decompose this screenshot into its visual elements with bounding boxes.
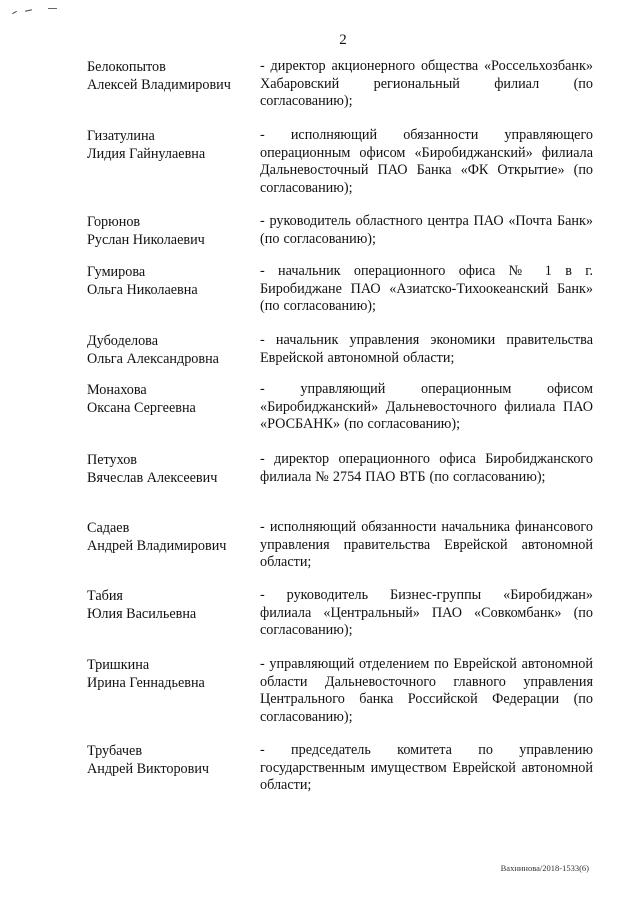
member-name [87, 127, 252, 163]
member-given-names: Ольга Александровна [87, 351, 219, 367]
member-given-names: Алексей Владимирович [87, 77, 231, 93]
member-role: - начальник управления экономики правительства Еврейской автономной области; [260, 332, 593, 366]
page-number: 2 [339, 32, 347, 48]
member-surname: Гизатулина [87, 128, 155, 144]
member-surname: Дубоделова [87, 333, 158, 349]
member-name [87, 58, 252, 94]
member-role: - начальник операционного офиса № 1 в г. Биробиджане ПАО «Азиатско-Тихоокеанский Банк» (по согласованию); [260, 263, 593, 315]
member-role: - управляющий отделением по Еврейской автономной области Дальневосточного главного управления Центрального банка Российской Федерации (по согласованию); [260, 656, 593, 725]
member-name [87, 519, 252, 555]
member-given-names: Оксана Сергеевна [87, 400, 196, 416]
member-given-names: Андрей Викторович [87, 761, 210, 777]
member-name [87, 587, 252, 623]
member-role: - исполняющий обязанности управляющего операционным офисом «Биробиджанский» филиала Дальневосточный ПАО Банка «ФК Открытие» (по согласованию); [260, 127, 593, 196]
member-role: - управляющий операционным офисом «Биробиджанский» Дальневосточного филиала ПАО «РОСБАНК» (по согласованию); [260, 381, 593, 433]
member-given-names: Лидия Гайнулаевна [87, 146, 206, 162]
member-name [87, 263, 252, 299]
member-surname: Монахова [87, 382, 147, 398]
member-name [87, 742, 252, 778]
member-surname: Петухов [87, 452, 137, 468]
scan-mark [48, 8, 57, 9]
member-role: - руководитель областного центра ПАО «Почта Банк» (по согласованию); [260, 213, 593, 247]
member-surname: Горюнов [87, 214, 141, 230]
member-given-names: Руслан Николаевич [87, 232, 205, 248]
member-role: - председатель комитета по управлению государственным имуществом Еврейской автономной области; [260, 742, 593, 794]
member-role: - руководитель Бизнес-группы «Биробиджан» филиала «Центральный» ПАО «Совкомбанк» (по согласованию); [260, 587, 593, 639]
member-name [87, 656, 252, 692]
member-given-names: Вячеслав Алексеевич [87, 470, 218, 486]
scan-mark [25, 9, 32, 11]
member-name [87, 381, 252, 417]
scan-mark [12, 11, 17, 14]
member-given-names: Ирина Геннадьевна [87, 675, 205, 691]
member-surname: Трубачев [87, 743, 143, 759]
member-given-names: Андрей Владимирович [87, 538, 227, 554]
member-role: - исполняющий обязанности начальника финансового управления правительства Еврейской автономной области; [260, 519, 593, 571]
document-footer-code: Вахнинова/2018-1533(6) [500, 863, 589, 873]
member-role: - директор операционного офиса Биробиджанского филиала № 2754 ПАО ВТБ (по согласованию); [260, 451, 593, 485]
member-surname: Садаев [87, 520, 130, 536]
member-surname: Белокопытов [87, 59, 166, 75]
member-name [87, 451, 252, 487]
member-role: - директор акционерного общества «Россельхозбанк» Хабаровский региональный филиал (по согласованию); [260, 58, 593, 110]
member-surname: Гумирова [87, 264, 146, 280]
member-surname: Тришкина [87, 657, 150, 673]
member-name [87, 213, 252, 249]
member-given-names: Ольга Николаевна [87, 282, 198, 298]
member-given-names: Юлия Васильевна [87, 606, 197, 622]
member-surname: Табия [87, 588, 123, 604]
member-name [87, 332, 252, 368]
